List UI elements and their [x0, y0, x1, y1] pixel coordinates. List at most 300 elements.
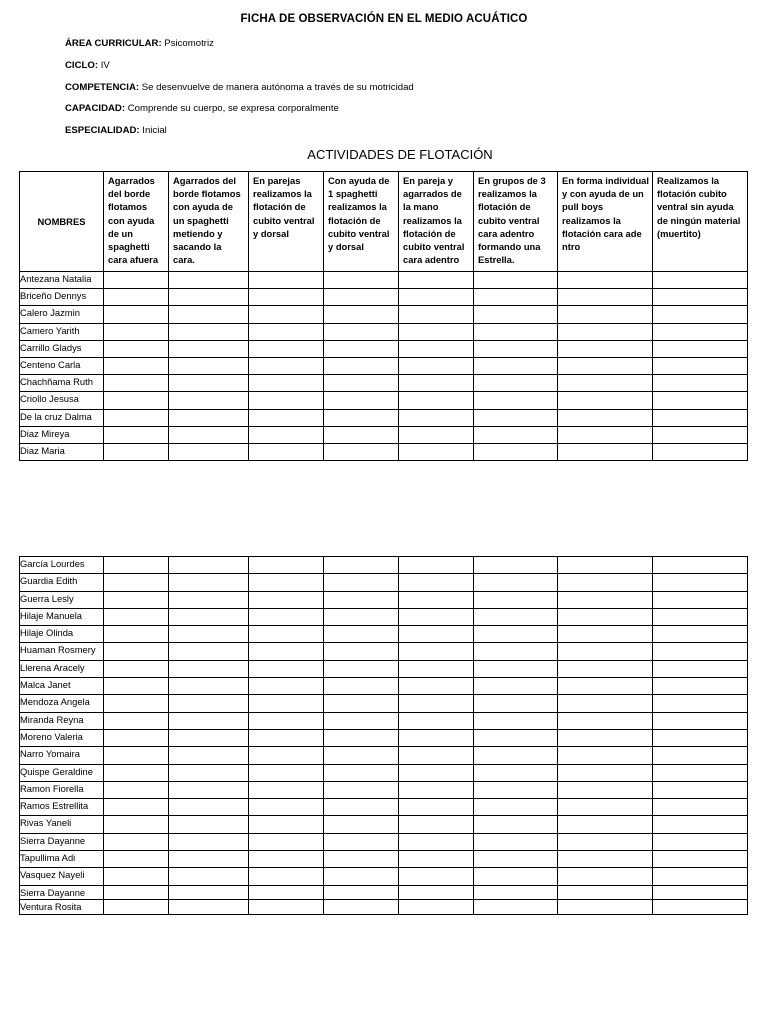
observation-cell[interactable]	[324, 851, 399, 868]
observation-cell[interactable]	[399, 306, 474, 323]
observation-cell[interactable]	[474, 695, 558, 712]
observation-cell[interactable]	[474, 626, 558, 643]
observation-cell[interactable]	[104, 306, 169, 323]
observation-cell[interactable]	[169, 678, 249, 695]
observation-cell[interactable]	[249, 712, 324, 729]
table-row	[20, 660, 748, 677]
header-row	[20, 172, 748, 272]
observation-cell[interactable]	[104, 375, 169, 392]
observation-cell[interactable]	[104, 626, 169, 643]
observation-cell[interactable]	[653, 323, 748, 340]
observation-cell[interactable]	[558, 626, 653, 643]
observation-cell[interactable]	[653, 678, 748, 695]
observation-cell[interactable]	[249, 816, 324, 833]
observation-cell[interactable]	[653, 557, 748, 574]
observation-cell[interactable]	[104, 764, 169, 781]
observation-cell[interactable]	[249, 729, 324, 746]
observation-cell[interactable]	[169, 557, 249, 574]
observation-cell[interactable]	[324, 678, 399, 695]
observation-cell[interactable]	[653, 660, 748, 677]
observation-cell[interactable]	[104, 899, 169, 914]
observation-cell[interactable]	[399, 591, 474, 608]
observation-cell[interactable]	[324, 781, 399, 798]
observation-cell[interactable]	[104, 340, 169, 357]
observation-cell[interactable]	[653, 747, 748, 764]
table-row	[20, 868, 748, 885]
observation-cell[interactable]	[558, 443, 653, 460]
observation-cell[interactable]	[474, 660, 558, 677]
observation-cell[interactable]	[104, 443, 169, 460]
observation-cell[interactable]	[169, 799, 249, 816]
observation-cell[interactable]	[324, 289, 399, 306]
observation-cell[interactable]	[474, 426, 558, 443]
observation-cell[interactable]	[324, 426, 399, 443]
observation-cell[interactable]	[474, 868, 558, 885]
observation-cell[interactable]	[169, 695, 249, 712]
observation-cell[interactable]	[558, 816, 653, 833]
observation-cell[interactable]	[474, 899, 558, 914]
student-name: Ramon Fiorella	[20, 781, 104, 798]
observation-cell[interactable]	[324, 306, 399, 323]
observation-cell[interactable]	[474, 799, 558, 816]
observation-cell[interactable]	[249, 868, 324, 885]
observation-cell[interactable]	[104, 574, 169, 591]
observation-cell[interactable]	[558, 357, 653, 374]
table-row	[20, 375, 748, 392]
observation-cell[interactable]	[324, 729, 399, 746]
observation-cell[interactable]	[653, 851, 748, 868]
observation-cell[interactable]	[653, 375, 748, 392]
observation-cell[interactable]	[104, 557, 169, 574]
observation-cell[interactable]	[653, 764, 748, 781]
observation-cell[interactable]	[169, 885, 249, 899]
observation-cell[interactable]	[474, 747, 558, 764]
observation-cell[interactable]	[249, 695, 324, 712]
observation-cell[interactable]	[399, 357, 474, 374]
observation-cell[interactable]	[399, 833, 474, 850]
observation-cell[interactable]	[653, 443, 748, 460]
observation-cell[interactable]	[104, 781, 169, 798]
observation-cell[interactable]	[653, 781, 748, 798]
document-title: FICHA DE OBSERVACIÓN EN EL MEDIO ACUÁTICO	[240, 13, 528, 25]
observation-cell[interactable]	[324, 660, 399, 677]
observation-cell[interactable]	[249, 799, 324, 816]
observation-cell[interactable]	[104, 643, 169, 660]
student-name: Hilaje Manuela	[20, 608, 104, 625]
observation-cell[interactable]	[399, 729, 474, 746]
observation-cell[interactable]	[249, 899, 324, 914]
observation-cell[interactable]	[104, 272, 169, 289]
student-name: Huaman Rosmery	[20, 643, 104, 660]
table-row	[20, 851, 748, 868]
observation-cell[interactable]	[399, 712, 474, 729]
observation-cell[interactable]	[399, 557, 474, 574]
observation-cell[interactable]	[169, 747, 249, 764]
meta-competencia	[65, 82, 414, 93]
observation-cell[interactable]	[169, 712, 249, 729]
observation-cell[interactable]	[104, 357, 169, 374]
observation-cell[interactable]	[653, 409, 748, 426]
observation-cell[interactable]	[324, 357, 399, 374]
observation-cell[interactable]	[399, 868, 474, 885]
observation-cell[interactable]	[249, 289, 324, 306]
student-name: Centeno Carla	[20, 357, 104, 374]
observation-cell[interactable]	[169, 323, 249, 340]
observation-cell[interactable]	[474, 591, 558, 608]
observation-cell[interactable]	[249, 392, 324, 409]
observation-cell[interactable]	[558, 272, 653, 289]
observation-cell[interactable]	[169, 574, 249, 591]
observation-cell[interactable]	[558, 608, 653, 625]
observation-cell[interactable]	[399, 899, 474, 914]
observation-cell[interactable]	[474, 608, 558, 625]
observation-cell[interactable]	[474, 409, 558, 426]
observation-cell[interactable]	[653, 574, 748, 591]
observation-cell[interactable]	[324, 375, 399, 392]
activity-header: En forma individual y con ayuda de un pull boys realizamos la flotación cara ade ntro	[558, 172, 653, 272]
observation-cell[interactable]	[474, 340, 558, 357]
observation-cell[interactable]	[558, 712, 653, 729]
observation-cell[interactable]	[653, 885, 748, 899]
student-name: Camero Yarith	[20, 323, 104, 340]
observation-cell[interactable]	[653, 392, 748, 409]
observation-cell[interactable]	[558, 591, 653, 608]
observation-table-part1	[19, 171, 748, 461]
observation-cell[interactable]	[324, 643, 399, 660]
observation-cell[interactable]	[558, 729, 653, 746]
meta-capacidad	[65, 103, 339, 114]
observation-cell[interactable]	[653, 643, 748, 660]
observation-cell[interactable]	[558, 557, 653, 574]
observation-cell[interactable]	[104, 868, 169, 885]
observation-cell[interactable]	[558, 375, 653, 392]
observation-cell[interactable]	[324, 899, 399, 914]
observation-cell[interactable]	[324, 626, 399, 643]
observation-cell[interactable]	[169, 626, 249, 643]
observation-cell[interactable]	[324, 340, 399, 357]
observation-cell[interactable]	[104, 392, 169, 409]
student-name: Diaz Mireya	[20, 426, 104, 443]
observation-cell[interactable]	[399, 643, 474, 660]
observation-cell[interactable]	[324, 272, 399, 289]
observation-cell[interactable]	[399, 816, 474, 833]
observation-cell[interactable]	[558, 306, 653, 323]
observation-cell[interactable]	[249, 626, 324, 643]
observation-cell[interactable]	[104, 799, 169, 816]
observation-cell[interactable]	[169, 272, 249, 289]
student-name: Quispe Geraldine	[20, 764, 104, 781]
observation-cell[interactable]	[399, 392, 474, 409]
observation-cell[interactable]	[653, 899, 748, 914]
observation-cell[interactable]	[558, 340, 653, 357]
observation-table-part2	[19, 556, 748, 915]
observation-cell[interactable]	[324, 695, 399, 712]
observation-cell[interactable]	[474, 272, 558, 289]
observation-cell[interactable]	[169, 851, 249, 868]
observation-cell[interactable]	[653, 357, 748, 374]
observation-cell[interactable]	[474, 678, 558, 695]
table-row	[20, 885, 748, 899]
student-name: Rivas Yaneli	[20, 816, 104, 833]
observation-cell[interactable]	[399, 764, 474, 781]
observation-cell[interactable]	[104, 816, 169, 833]
observation-cell[interactable]	[558, 851, 653, 868]
observation-cell[interactable]	[558, 323, 653, 340]
observation-cell[interactable]	[249, 591, 324, 608]
observation-cell[interactable]	[399, 695, 474, 712]
observation-cell[interactable]	[324, 816, 399, 833]
student-name: Mendoza Angela	[20, 695, 104, 712]
observation-cell[interactable]	[324, 608, 399, 625]
observation-cell[interactable]	[399, 323, 474, 340]
observation-cell[interactable]	[653, 729, 748, 746]
observation-cell[interactable]	[249, 747, 324, 764]
student-name: Llerena Aracely	[20, 660, 104, 677]
student-name: Chachñama Ruth	[20, 375, 104, 392]
observation-cell[interactable]	[558, 747, 653, 764]
observation-cell[interactable]	[399, 608, 474, 625]
observation-cell[interactable]	[653, 868, 748, 885]
observation-cell[interactable]	[558, 885, 653, 899]
observation-cell[interactable]	[399, 426, 474, 443]
observation-cell[interactable]	[104, 729, 169, 746]
observation-cell[interactable]	[558, 409, 653, 426]
observation-cell[interactable]	[249, 608, 324, 625]
observation-cell[interactable]	[104, 426, 169, 443]
observation-cell[interactable]	[399, 885, 474, 899]
observation-cell[interactable]	[558, 678, 653, 695]
observation-cell[interactable]	[653, 626, 748, 643]
observation-cell[interactable]	[249, 340, 324, 357]
observation-cell[interactable]	[399, 799, 474, 816]
observation-cell[interactable]	[324, 323, 399, 340]
observation-cell[interactable]	[324, 747, 399, 764]
observation-cell[interactable]	[249, 643, 324, 660]
observation-cell[interactable]	[104, 678, 169, 695]
observation-cell[interactable]	[249, 851, 324, 868]
observation-cell[interactable]	[474, 833, 558, 850]
observation-cell[interactable]	[324, 443, 399, 460]
observation-cell[interactable]	[474, 306, 558, 323]
observation-cell[interactable]	[104, 289, 169, 306]
observation-cell[interactable]	[653, 833, 748, 850]
observation-cell[interactable]	[104, 695, 169, 712]
observation-cell[interactable]	[249, 764, 324, 781]
observation-cell[interactable]	[474, 729, 558, 746]
table-row	[20, 747, 748, 764]
observation-cell[interactable]	[653, 799, 748, 816]
observation-cell[interactable]	[558, 643, 653, 660]
observation-cell[interactable]	[399, 574, 474, 591]
observation-cell[interactable]	[653, 306, 748, 323]
table-row	[20, 799, 748, 816]
observation-cell[interactable]	[169, 833, 249, 850]
observation-cell[interactable]	[474, 375, 558, 392]
table-row	[20, 557, 748, 574]
observation-cell[interactable]	[104, 591, 169, 608]
observation-cell[interactable]	[249, 833, 324, 850]
observation-cell[interactable]	[169, 591, 249, 608]
observation-cell[interactable]	[474, 816, 558, 833]
observation-cell[interactable]	[558, 289, 653, 306]
competencia-value: Se desenvuelve de manera autónoma a través de su motricidad	[139, 82, 414, 93]
observation-cell[interactable]	[249, 426, 324, 443]
table-row	[20, 272, 748, 289]
observation-cell[interactable]	[558, 781, 653, 798]
observation-cell[interactable]	[249, 781, 324, 798]
observation-cell[interactable]	[324, 799, 399, 816]
observation-cell[interactable]	[399, 626, 474, 643]
student-name: Antezana Natalia	[20, 272, 104, 289]
observation-cell[interactable]	[104, 608, 169, 625]
observation-cell[interactable]	[249, 306, 324, 323]
activity-header: En parejas realizamos la flotación de cubito ventral y dorsal	[249, 172, 324, 272]
observation-cell[interactable]	[104, 712, 169, 729]
observation-cell[interactable]	[399, 747, 474, 764]
observation-cell[interactable]	[474, 885, 558, 899]
observation-cell[interactable]	[399, 851, 474, 868]
observation-cell[interactable]	[653, 608, 748, 625]
observation-cell[interactable]	[399, 678, 474, 695]
observation-cell[interactable]	[474, 289, 558, 306]
student-name: Miranda Reyna	[20, 712, 104, 729]
observation-cell[interactable]	[474, 712, 558, 729]
observation-cell[interactable]	[474, 443, 558, 460]
observation-cell[interactable]	[104, 747, 169, 764]
observation-cell[interactable]	[104, 409, 169, 426]
observation-cell[interactable]	[249, 323, 324, 340]
observation-cell[interactable]	[324, 764, 399, 781]
observation-cell[interactable]	[249, 574, 324, 591]
observation-cell[interactable]	[324, 868, 399, 885]
student-name: Moreno Valeria	[20, 729, 104, 746]
observation-cell[interactable]	[324, 392, 399, 409]
observation-cell[interactable]	[169, 392, 249, 409]
observation-cell[interactable]	[169, 608, 249, 625]
observation-cell[interactable]	[558, 426, 653, 443]
observation-cell[interactable]	[653, 712, 748, 729]
observation-cell[interactable]	[249, 443, 324, 460]
observation-cell[interactable]	[104, 833, 169, 850]
observation-cell[interactable]	[399, 289, 474, 306]
observation-cell[interactable]	[169, 660, 249, 677]
observation-cell[interactable]	[169, 306, 249, 323]
observation-cell[interactable]	[249, 375, 324, 392]
observation-cell[interactable]	[399, 781, 474, 798]
observation-cell[interactable]	[558, 899, 653, 914]
observation-cell[interactable]	[249, 409, 324, 426]
observation-cell[interactable]	[653, 289, 748, 306]
observation-cell[interactable]	[249, 660, 324, 677]
observation-cell[interactable]	[653, 816, 748, 833]
table-row	[20, 626, 748, 643]
observation-cell[interactable]	[653, 426, 748, 443]
student-name: Tapullima Adi	[20, 851, 104, 868]
observation-cell[interactable]	[104, 660, 169, 677]
observation-cell[interactable]	[169, 899, 249, 914]
observation-cell[interactable]	[324, 833, 399, 850]
table-row	[20, 833, 748, 850]
table-row	[20, 574, 748, 591]
observation-cell[interactable]	[169, 729, 249, 746]
observation-cell[interactable]	[558, 392, 653, 409]
observation-cell[interactable]	[249, 557, 324, 574]
table-row	[20, 289, 748, 306]
observation-cell[interactable]	[249, 678, 324, 695]
observation-cell[interactable]	[249, 357, 324, 374]
observation-cell[interactable]	[169, 409, 249, 426]
observation-cell[interactable]	[104, 885, 169, 899]
observation-cell[interactable]	[474, 574, 558, 591]
observation-cell[interactable]	[169, 426, 249, 443]
observation-cell[interactable]	[399, 272, 474, 289]
observation-cell[interactable]	[474, 357, 558, 374]
area-label: ÁREA CURRICULAR:	[65, 38, 162, 49]
observation-cell[interactable]	[653, 272, 748, 289]
table-row	[20, 306, 748, 323]
observation-cell[interactable]	[169, 289, 249, 306]
observation-cell[interactable]	[324, 885, 399, 899]
observation-cell[interactable]	[474, 392, 558, 409]
observation-cell[interactable]	[653, 591, 748, 608]
observation-cell[interactable]	[399, 443, 474, 460]
observation-cell[interactable]	[249, 885, 324, 899]
observation-cell[interactable]	[558, 868, 653, 885]
observation-cell[interactable]	[399, 660, 474, 677]
observation-cell[interactable]	[169, 781, 249, 798]
observation-cell[interactable]	[653, 695, 748, 712]
observation-cell[interactable]	[169, 643, 249, 660]
section-title: ACTIVIDADES DE FLOTACIÓN	[307, 147, 493, 162]
area-value: Psicomotriz	[161, 38, 214, 49]
observation-cell[interactable]	[399, 375, 474, 392]
observation-cell[interactable]	[558, 695, 653, 712]
observation-cell[interactable]	[324, 591, 399, 608]
observation-cell[interactable]	[104, 323, 169, 340]
observation-cell[interactable]	[169, 443, 249, 460]
observation-cell[interactable]	[169, 375, 249, 392]
observation-cell[interactable]	[399, 340, 474, 357]
observation-cell[interactable]	[324, 574, 399, 591]
observation-cell[interactable]	[558, 660, 653, 677]
observation-cell[interactable]	[169, 868, 249, 885]
observation-cell[interactable]	[474, 781, 558, 798]
observation-cell[interactable]	[558, 799, 653, 816]
student-name: Diaz Maria	[20, 443, 104, 460]
observation-cell[interactable]	[474, 557, 558, 574]
observation-cell[interactable]	[104, 851, 169, 868]
observation-cell[interactable]	[169, 340, 249, 357]
observation-cell[interactable]	[558, 574, 653, 591]
student-name: De la cruz Dalma	[20, 409, 104, 426]
observation-cell[interactable]	[324, 557, 399, 574]
observation-cell[interactable]	[169, 816, 249, 833]
observation-cell[interactable]	[558, 764, 653, 781]
observation-cell[interactable]	[474, 764, 558, 781]
observation-cell[interactable]	[474, 851, 558, 868]
student-name: Narro Yomaira	[20, 747, 104, 764]
observation-cell[interactable]	[324, 712, 399, 729]
observation-cell[interactable]	[474, 643, 558, 660]
observation-cell[interactable]	[249, 272, 324, 289]
observation-cell[interactable]	[324, 409, 399, 426]
observation-cell[interactable]	[169, 764, 249, 781]
observation-cell[interactable]	[399, 409, 474, 426]
observation-cell[interactable]	[474, 323, 558, 340]
observation-cell[interactable]	[558, 833, 653, 850]
observation-cell[interactable]	[169, 357, 249, 374]
observation-cell[interactable]	[653, 340, 748, 357]
